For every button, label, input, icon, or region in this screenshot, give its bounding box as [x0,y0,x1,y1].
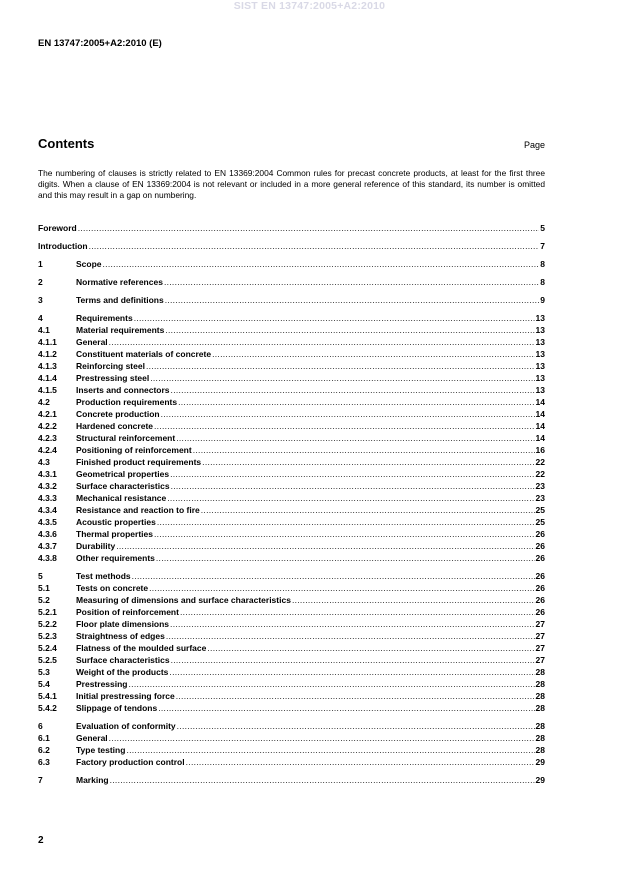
toc-entry[interactable] [38,774,545,786]
toc-entry[interactable] [38,744,545,756]
toc-entry[interactable] [38,516,545,528]
toc-entry-number: 4.3.1 [38,469,57,479]
toc-entry[interactable] [38,432,545,444]
toc-entry-title: Introduction [38,241,88,251]
toc-entry-title: Floor plate dimensions [76,619,170,629]
toc-entry-title: Normative references [76,277,163,287]
toc-entry-page: 13 [535,361,545,371]
toc-entry[interactable] [38,360,545,372]
toc-entry-title: Flatness of the moulded surface [76,643,207,653]
toc-dot-leader [126,744,534,756]
toc-entry-page: 26 [535,595,545,605]
watermark: SIST EN 13747:2005+A2:2010 [233,0,386,12]
toc-entry-title: Foreword [38,223,77,233]
toc-entry[interactable] [38,678,545,690]
toc-entry-page: 14 [535,433,545,443]
toc-entry[interactable] [38,324,545,336]
toc-entry-number: 4.1.3 [38,361,57,371]
toc-entry-page: 28 [535,703,545,713]
toc-dot-leader [170,618,534,630]
toc-entry[interactable] [38,630,545,642]
toc-entry-title: Surface characteristics [76,481,170,491]
toc-entry-title: Hardened concrete [76,421,153,431]
toc-entry-number: 6.2 [38,745,50,755]
toc-dot-leader [176,690,535,702]
toc-entry[interactable] [38,570,545,582]
toc-entry-page: 27 [535,655,545,665]
toc-entry-number: 4.2.1 [38,409,57,419]
toc-entry[interactable] [38,642,545,654]
toc-entry-page: 26 [535,553,545,563]
toc-entry-number: 5.3 [38,667,50,677]
toc-entry[interactable] [38,222,545,234]
toc-entry-page: 27 [535,619,545,629]
standard-header: EN 13747:2005+A2:2010 (E) [38,38,162,49]
toc-entry-title: Resistance and reaction to fire [76,505,200,515]
toc-entry-page: 5 [540,223,545,233]
toc-entry[interactable] [38,396,545,408]
toc-dot-leader [180,606,535,618]
toc-entry-title: Measuring of dimensions and surface characteristics [76,595,291,605]
toc-entry[interactable] [38,594,545,606]
toc-entry-number: 4.2.3 [38,433,57,443]
toc-entry-page: 26 [535,571,545,581]
toc-dot-leader [89,240,540,252]
toc-dot-leader [110,774,535,786]
toc-dot-leader [186,756,535,768]
toc-entry[interactable] [38,528,545,540]
toc-entry[interactable] [38,618,545,630]
toc-dot-leader [164,276,539,288]
toc-entry-number: 4.3.6 [38,529,57,539]
page-number: 2 [38,835,44,846]
toc-dot-leader [150,372,534,384]
toc-entry-page: 13 [535,385,545,395]
toc-entry-page: 14 [535,397,545,407]
toc-dot-leader [156,552,535,564]
toc-entry[interactable] [38,456,545,468]
contents-title: Contents [38,136,95,151]
toc-entry[interactable] [38,492,545,504]
toc-entry-number: 5.2.5 [38,655,57,665]
toc-entry-page: 29 [535,757,545,767]
toc-entry[interactable] [38,504,545,516]
toc-dot-leader [167,492,534,504]
toc-entry-page: 28 [535,721,545,731]
toc-entry-title: Requirements [76,313,133,323]
toc-entry-number: 4.1.1 [38,337,57,347]
toc-entry[interactable] [38,690,545,702]
toc-entry-number: 5.2 [38,595,50,605]
toc-entry-number: 3 [38,295,43,305]
toc-entry-page: 14 [535,421,545,431]
toc-dot-leader [78,222,540,234]
toc-entry-number: 5.2.1 [38,607,57,617]
toc-entry-page: 22 [535,457,545,467]
toc-entry-page: 28 [535,745,545,755]
toc-entry[interactable] [38,444,545,456]
toc-entry[interactable] [38,348,545,360]
toc-entry-title: Surface characteristics [76,655,170,665]
toc-entry-title: Factory production control [76,757,185,767]
toc-dot-leader [166,630,535,642]
toc-entry-title: Reinforcing steel [76,361,145,371]
toc-entry-page: 13 [535,373,545,383]
toc-entry-page: 13 [535,349,545,359]
toc-entry-title: Terms and definitions [76,295,164,305]
toc-entry[interactable] [38,702,545,714]
toc-entry-number: 5.4.1 [38,691,57,701]
toc-entry-number: 5.2.2 [38,619,57,629]
toc-dot-leader [193,444,535,456]
toc-dot-leader [292,594,535,606]
toc-entry[interactable] [38,480,545,492]
toc-entry[interactable] [38,384,545,396]
toc-entry-number: 4.3.4 [38,505,57,515]
toc-entry[interactable] [38,582,545,594]
toc-entry-number: 4.3 [38,457,50,467]
toc-entry-page: 26 [535,607,545,617]
toc-entry-title: General [76,733,108,743]
toc-entry-number: 5.4 [38,679,50,689]
toc-entry[interactable] [38,258,545,270]
toc-dot-leader [171,654,535,666]
toc-dot-leader [161,408,535,420]
toc-entry-page: 23 [535,493,545,503]
toc-entry-title: Prestressing [76,679,128,689]
toc-entry-number: 2 [38,277,43,287]
toc-entry[interactable] [38,276,545,288]
toc-entry-number: 5.1 [38,583,50,593]
toc-entry[interactable] [38,732,545,744]
toc-entry[interactable] [38,756,545,768]
toc-entry-number: 6 [38,721,43,731]
toc-entry-number: 4 [38,313,43,323]
toc-entry-number: 4.2.2 [38,421,57,431]
toc-dot-leader [129,678,535,690]
toc-dot-leader [201,504,535,516]
toc-entry-page: 28 [535,733,545,743]
toc-dot-leader [146,360,535,372]
toc-entry-number: 4.3.3 [38,493,57,503]
toc-dot-leader [109,336,535,348]
toc-entry-number: 4.3.2 [38,481,57,491]
toc-entry-page: 27 [535,631,545,641]
toc-entry-number: 5 [38,571,43,581]
toc-entry-title: Slippage of tendons [76,703,158,713]
toc-entry-title: Tests on concrete [76,583,149,593]
toc-entry-number: 6.1 [38,733,50,743]
toc-entry-page: 27 [535,643,545,653]
toc-entry-page: 13 [535,313,545,323]
toc-entry[interactable] [38,666,545,678]
toc-entry-page: 8 [540,277,545,287]
toc-entry-title: Concrete production [76,409,160,419]
toc-entry[interactable] [38,606,545,618]
toc-dot-leader [149,582,534,594]
toc-entry[interactable] [38,720,545,732]
toc-entry-title: Thermal properties [76,529,153,539]
toc-entry-title: Position of reinforcement [76,607,179,617]
toc-dot-leader [154,420,535,432]
toc-entry-title: Weight of the products [76,667,169,677]
toc-entry-title: Geometrical properties [76,469,170,479]
toc-dot-leader [170,468,534,480]
toc-entry-page: 9 [540,295,545,305]
toc-entry-number: 5.4.2 [38,703,57,713]
toc-entry-number: 4.2.4 [38,445,57,455]
toc-dot-leader [169,666,534,678]
toc-dot-leader [165,294,540,306]
toc-entry-page: 23 [535,481,545,491]
toc-entry-title: Evaluation of conformity [76,721,176,731]
toc-dot-leader [116,540,534,552]
toc-entry-title: Type testing [76,745,126,755]
page-column-label: Page [523,140,545,150]
toc-dot-leader [154,528,535,540]
toc-dot-leader [176,432,534,444]
toc-entry-page: 29 [535,775,545,785]
toc-entry-title: Test methods [76,571,131,581]
toc-entry-page: 28 [535,691,545,701]
toc-entry[interactable] [38,552,545,564]
toc-dot-leader [103,258,540,270]
toc-entry-number: 7 [38,775,43,785]
toc-entry-title: Structural reinforcement [76,433,176,443]
toc-entry-number: 4.1.4 [38,373,57,383]
toc-entry[interactable] [38,468,545,480]
toc-entry-title: Prestressing steel [76,373,150,383]
toc-entry-page: 16 [535,445,545,455]
toc-entry-page: 26 [535,541,545,551]
toc-entry-title: Mechanical resistance [76,493,167,503]
toc-entry-title: Finished product requirements [76,457,202,467]
toc-entry-page: 13 [535,337,545,347]
toc-entry-title: Material requirements [76,325,165,335]
toc-entry[interactable] [38,240,545,252]
toc-entry-page: 22 [535,469,545,479]
toc-entry-title: Durability [76,541,116,551]
toc-entry-number: 6.3 [38,757,50,767]
toc-dot-leader [171,384,535,396]
table-of-contents [38,222,545,786]
numbering-note: The numbering of clauses is strictly related to EN 13369:2004 Common rules for precast concrete products, at least for the first three digits. When a clause of EN 13369:2004 is not relevant or included in a more general reference of this standard, its number is omitted and this may result in a gap on numbering. [38,168,545,200]
toc-entry[interactable] [38,336,545,348]
toc-entry-title: Production requirements [76,397,178,407]
toc-dot-leader [134,312,535,324]
toc-entry-number: 1 [38,259,43,269]
toc-entry-title: Marking [76,775,109,785]
toc-entry-number: 4.3.7 [38,541,57,551]
toc-dot-leader [165,324,534,336]
toc-entry-number: 4.1.2 [38,349,57,359]
toc-entry-title: General [76,337,108,347]
toc-entry-page: 26 [535,583,545,593]
toc-dot-leader [202,456,534,468]
toc-entry-title: Acoustic properties [76,517,156,527]
toc-entry-page: 28 [535,667,545,677]
toc-entry[interactable] [38,372,545,384]
toc-dot-leader [178,396,534,408]
toc-entry[interactable] [38,312,545,324]
toc-entry-title: Other requirements [76,553,155,563]
toc-entry[interactable] [38,540,545,552]
toc-entry-page: 13 [535,325,545,335]
toc-entry-number: 4.3.5 [38,517,57,527]
toc-entry-page: 26 [535,529,545,539]
toc-entry-title: Straightness of edges [76,631,165,641]
toc-entry-page: 28 [535,679,545,689]
toc-entry[interactable] [38,294,545,306]
toc-entry-number: 4.3.8 [38,553,57,563]
toc-dot-leader [132,570,535,582]
toc-entry-page: 14 [535,409,545,419]
toc-entry-number: 4.2 [38,397,50,407]
toc-entry[interactable] [38,408,545,420]
toc-dot-leader [207,642,534,654]
toc-entry-number: 4.1.5 [38,385,57,395]
toc-dot-leader [157,516,535,528]
toc-entry-title: Scope [76,259,102,269]
toc-entry[interactable] [38,654,545,666]
toc-entry-page: 7 [540,241,545,251]
toc-entry-page: 8 [540,259,545,269]
toc-entry-title: Positioning of reinforcement [76,445,192,455]
toc-dot-leader [177,720,535,732]
toc-dot-leader [212,348,534,360]
toc-entry-title: Initial prestressing force [76,691,175,701]
toc-entry-title: Constituent materials of concrete [76,349,212,359]
toc-entry-number: 5.2.4 [38,643,57,653]
toc-entry[interactable] [38,420,545,432]
toc-entry-number: 5.2.3 [38,631,57,641]
toc-entry-title: Inserts and connectors [76,385,170,395]
toc-dot-leader [109,732,535,744]
toc-dot-leader [158,702,534,714]
toc-entry-page: 25 [535,505,545,515]
toc-dot-leader [171,480,535,492]
toc-entry-number: 4.1 [38,325,50,335]
toc-entry-page: 25 [535,517,545,527]
